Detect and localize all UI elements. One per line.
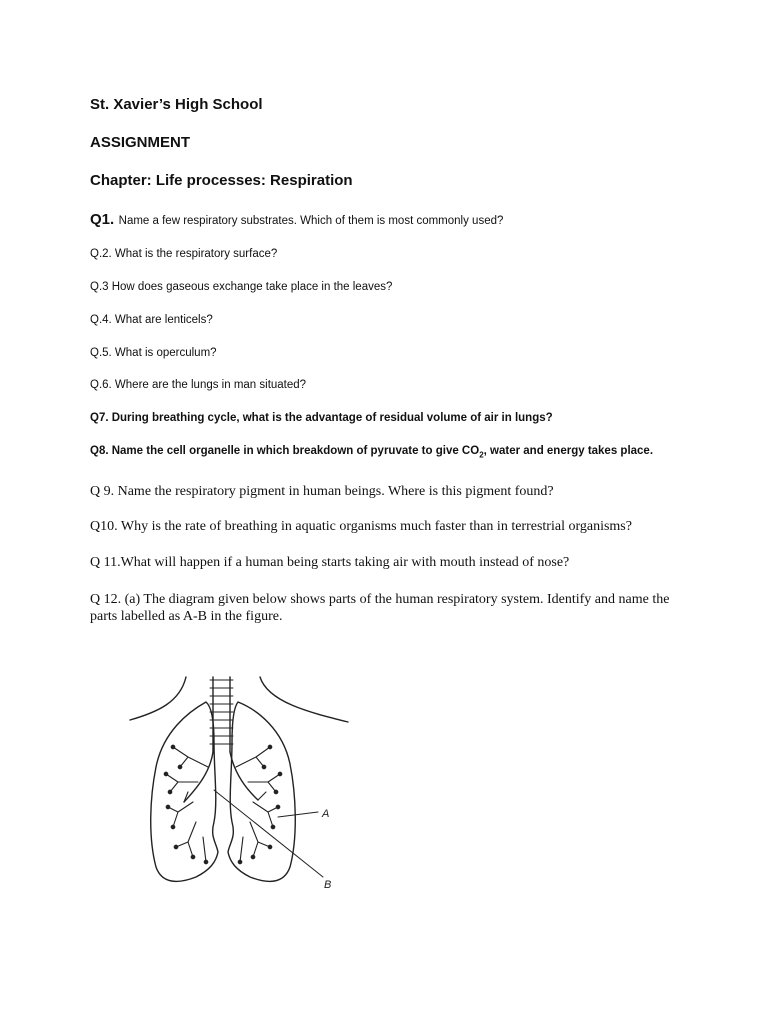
- left-lung: [151, 702, 218, 881]
- assignment-heading: ASSIGNMENT: [90, 134, 191, 151]
- right-bronchioles: [236, 745, 282, 864]
- label-a: A: [322, 808, 330, 820]
- question-11: Q 11.What will happen if a human being starts taking air with mouth instead of nose?: [90, 555, 570, 570]
- chapter-title: Chapter: Life processes: Respiration: [90, 172, 353, 189]
- neck-left-outline: [130, 677, 186, 720]
- question-9: Q 9. Name the respiratory pigment in human beings. Where is this pigment found?: [90, 484, 554, 499]
- question-5: Q.5. What is operculum?: [90, 347, 217, 359]
- label-b-pointer: [214, 790, 323, 877]
- question-12: Q 12. (a) The diagram given below shows parts of the human respiratory system. Identify and name the parts labelled as A-B in the figure.: [90, 592, 670, 624]
- question-4: Q.4. What are lenticels?: [90, 314, 213, 326]
- question-8-subscript: 2: [479, 450, 484, 460]
- question-2: Q.2. What is the respiratory surface?: [90, 248, 278, 260]
- label-a-pointer: [278, 812, 318, 817]
- neck-right-outline: [260, 677, 348, 722]
- label-b: B: [324, 879, 332, 891]
- question-1-text: Name a few respiratory substrates. Which of them is most commonly used?: [118, 215, 504, 227]
- question-6: Q.6. Where are the lungs in man situated?: [90, 379, 307, 391]
- question-8-text-end: , water and energy takes place.: [483, 445, 654, 457]
- school-name: St. Xavier’s High School: [90, 96, 263, 113]
- question-3: Q.3 How does gaseous exchange take place in the leaves?: [90, 281, 393, 293]
- trachea: [184, 677, 258, 802]
- question-7: Q7. During breathing cycle, what is the advantage of residual volume of air in lungs?: [90, 412, 553, 424]
- respiratory-system-diagram: [118, 672, 358, 902]
- question-8-text-start: Q8. Name the cell organelle in which breakdown of pyruvate to give CO: [90, 445, 480, 457]
- question-8: [90, 445, 653, 459]
- question-1: [90, 211, 503, 229]
- right-lung: [228, 702, 295, 881]
- left-bronchioles: [164, 745, 208, 864]
- question-1-number: Q1.: [90, 211, 115, 228]
- question-10: Q10. Why is the rate of breathing in aquatic organisms much faster than in terrestrial organisms?: [90, 519, 632, 534]
